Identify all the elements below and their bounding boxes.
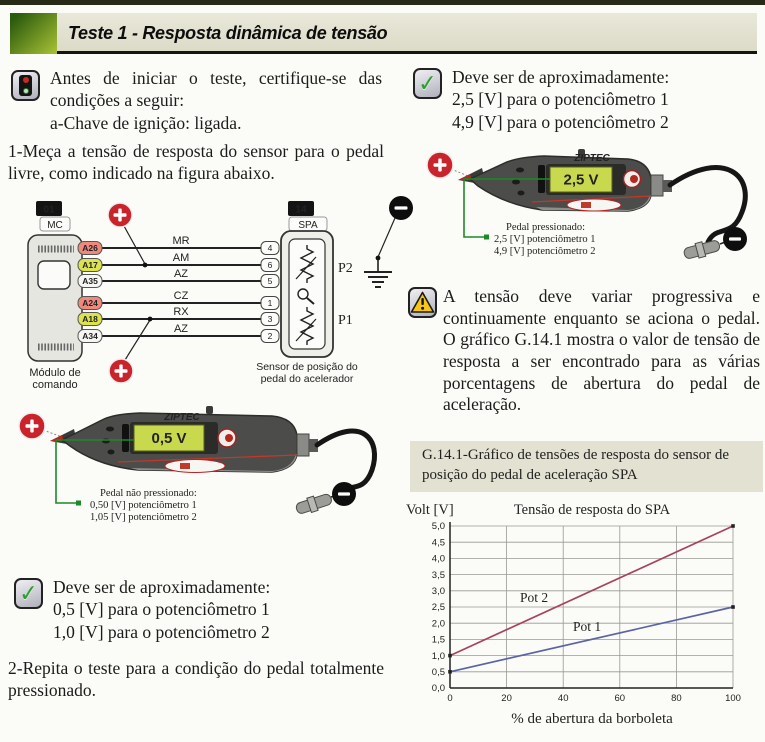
- chart-tick-labels: [432, 521, 741, 704]
- lcd-value: 2,5 V: [563, 171, 599, 189]
- check-icon: ✓: [413, 68, 442, 99]
- chart-series: [448, 524, 735, 673]
- svg-text:AZ: AZ: [173, 323, 189, 335]
- sensor-name: SPA: [298, 220, 318, 231]
- svg-text:A17: A17: [82, 260, 98, 271]
- sensor-number: 14: [295, 204, 307, 216]
- caption-line: 0,50 [V] potenciômetro 1: [90, 500, 197, 511]
- sensor-caption: Sensor de posição do: [256, 361, 358, 373]
- svg-text:RX: RX: [173, 306, 189, 318]
- module-body: [28, 235, 82, 361]
- module-number: 01: [43, 204, 55, 216]
- svg-text:CZ: CZ: [173, 290, 189, 302]
- caption-line: 4,9 [V] potenciômetro 2: [494, 246, 596, 257]
- svg-text:A26: A26: [82, 243, 98, 254]
- meter-body: [458, 149, 651, 211]
- module-caption: Módulo de: [29, 367, 81, 379]
- expected-values-right: [452, 66, 762, 133]
- warning-triangle: [410, 291, 435, 314]
- caption-line: 2,5 [V] potenciômetro 1: [494, 234, 596, 245]
- top-divider: [0, 0, 765, 5]
- section-title: Teste 1 - Resposta dinâmica de tensão: [68, 23, 388, 43]
- brand-label: ZIPTEC: [164, 412, 200, 423]
- chart-axes: [450, 522, 733, 688]
- svg-text:AM: AM: [172, 252, 190, 264]
- caption-line: 1,05 [V] potenciômetro 2: [90, 512, 197, 523]
- svg-text:3,5: 3,5: [431, 569, 445, 581]
- caption-title: Pedal não pressionado:: [100, 488, 197, 499]
- cable-and-minus-probe: [651, 168, 747, 262]
- svg-text:3: 3: [267, 314, 273, 325]
- svg-text:1: 1: [267, 298, 273, 309]
- traffic-light-glyph: [19, 75, 32, 96]
- expected-line: 2,5 [V] para o potenciômetro 1: [452, 89, 669, 110]
- ground-icon: [364, 272, 392, 287]
- expected-line: 1,0 [V] para o potenciômetro 2: [53, 621, 270, 642]
- cable-and-minus-probe: [294, 431, 374, 517]
- plus-icon: [19, 413, 62, 439]
- svg-text:5,0: 5,0: [431, 521, 445, 533]
- svg-text:A24: A24: [82, 298, 98, 309]
- expected-line: 4,9 [V] para o potenciômetro 2: [452, 111, 669, 132]
- svg-text:5: 5: [267, 276, 273, 287]
- series-label-pot1: Pot 1: [573, 619, 602, 634]
- svg-text:MR: MR: [172, 235, 190, 247]
- pedal-sensor: [256, 201, 358, 385]
- plus-probe-point-bottom: [109, 317, 152, 383]
- step2-text: 2-Repita o teste para a condição do pedal totalmente pressionado.: [8, 658, 384, 700]
- control-module: [28, 201, 82, 391]
- chip-icon: [38, 261, 70, 289]
- model-label: [567, 199, 621, 211]
- svg-text:AZ: AZ: [173, 268, 189, 280]
- precondition-item: a-Chave de ignição: ligada.: [50, 113, 242, 133]
- expected-values-left: [53, 576, 383, 643]
- warning-icon: [408, 287, 437, 318]
- svg-text:3,0: 3,0: [431, 586, 445, 597]
- svg-text:0: 0: [447, 693, 453, 704]
- svg-text:A35: A35: [82, 276, 98, 287]
- svg-text:100: 100: [725, 693, 741, 704]
- svg-text:80: 80: [671, 693, 682, 704]
- svg-text:0,0: 0,0: [431, 683, 445, 695]
- check-icon: ✓: [14, 578, 43, 609]
- caption-title: Pedal pressionado:: [506, 222, 586, 233]
- svg-text:2: 2: [267, 331, 273, 342]
- chart-gridlines: [450, 526, 733, 688]
- svg-text:4: 4: [267, 243, 273, 254]
- svg-text:4,5: 4,5: [431, 537, 445, 549]
- expected-line: Deve ser de aproximadamente:: [53, 577, 271, 597]
- svg-text:60: 60: [614, 693, 626, 704]
- svg-text:20: 20: [501, 693, 512, 704]
- pot2-label: P2: [338, 261, 353, 276]
- svg-text:4,0: 4,0: [431, 553, 445, 565]
- module-caption: comando: [32, 379, 78, 391]
- svg-text:2,5: 2,5: [431, 602, 445, 614]
- svg-text:6: 6: [267, 260, 273, 271]
- brand-label: ZIPTEC: [574, 153, 610, 164]
- plus-icon: [427, 152, 468, 178]
- wiring-diagram: [0, 195, 420, 393]
- expected-line: Deve ser de aproximadamente:: [452, 67, 670, 87]
- traffic-light-icon: [11, 70, 40, 101]
- step1-text: 1-Meça a tensão de resposta do sensor para o pedal livre, como indicado na figura abaixo.: [8, 141, 384, 183]
- pot1-label: P1: [338, 313, 353, 328]
- svg-text:40: 40: [557, 693, 569, 704]
- plus-probe-point-top: [108, 203, 147, 267]
- svg-text:1,5: 1,5: [431, 634, 445, 646]
- chart-caption-box: G.14.1-Gráfico de tensões de resposta do sensor de posição do pedal de aceleração SPA: [410, 441, 763, 492]
- sensor-pins: [261, 242, 279, 343]
- module-name: MC: [47, 220, 63, 231]
- multimeter-pressed: [402, 138, 762, 298]
- svg-text:2,0: 2,0: [431, 618, 445, 630]
- lcd-value: 0,5 V: [151, 430, 187, 447]
- chart-xlabel: % de abertura da borboleta: [511, 711, 673, 727]
- chart-spa-response: [400, 498, 763, 742]
- multimeter-released: [10, 396, 385, 564]
- chart-ylabel: Volt [V]: [406, 502, 454, 518]
- svg-text:1,0: 1,0: [431, 650, 445, 662]
- sensor-caption: pedal do acelerador: [260, 373, 354, 385]
- series-label-pot2: Pot 2: [520, 590, 549, 605]
- svg-text:A18: A18: [82, 314, 98, 325]
- expected-line: 0,5 [V] para o potenciômetro 1: [53, 599, 270, 620]
- model-label: [165, 460, 225, 473]
- svg-text:0,5: 0,5: [431, 667, 445, 678]
- svg-text:A34: A34: [82, 331, 98, 342]
- warning-text: A tensão deve variar progressiva e continuamente enquanto se aciona o pedal. O gráfico G.14.1 mostra o valor de tensão de resposta a ser encontrado para as várias porcentagens de abertura do pedal de aceleração.: [443, 286, 760, 415]
- precondition-text: Antes de iniciar o teste, certifique-se das condições a seguir:: [50, 68, 382, 110]
- chart-title: Tensão de resposta do SPA: [513, 502, 671, 518]
- section-marker-square: [10, 13, 57, 54]
